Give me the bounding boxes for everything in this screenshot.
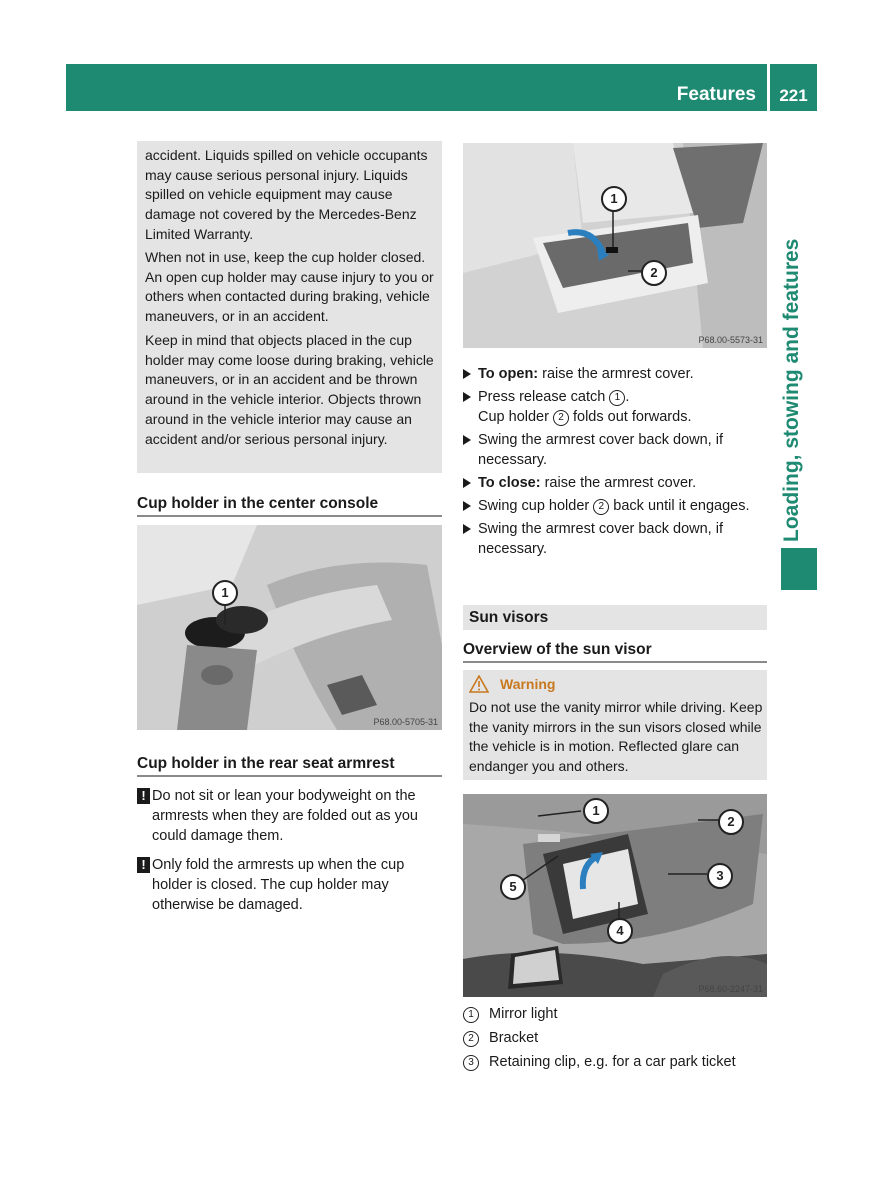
notice-text: Only fold the armrests up when the cup holder is closed. The cup holder may otherwise be damaged. xyxy=(152,857,405,913)
heading-cup-holder-center: Cup holder in the center console xyxy=(137,495,379,512)
instruction-step xyxy=(463,387,773,427)
photo-code: P68.60-2247-31 xyxy=(698,984,763,994)
side-tab-label: Loading, stowing and features xyxy=(780,238,803,542)
legend-list xyxy=(463,1004,783,1076)
legend-item xyxy=(463,1052,783,1072)
instruction-step xyxy=(463,430,773,470)
callout-1: 1 xyxy=(212,580,238,606)
callout-2: 2 xyxy=(718,809,744,835)
instruction-step xyxy=(463,473,773,493)
bullet-triangle-icon xyxy=(463,478,471,488)
side-tab-marker xyxy=(781,548,817,590)
legend-item xyxy=(463,1004,783,1024)
step-text: raise the armrest cover. xyxy=(538,366,694,382)
step-text: Swing the armrest cover back down, if necessary. xyxy=(478,432,723,468)
legend-number: 3 xyxy=(463,1055,479,1071)
callout-5: 5 xyxy=(500,874,526,900)
photo-code: P68.00-5705-31 xyxy=(373,717,438,727)
legend-number: 2 xyxy=(463,1031,479,1047)
bullet-triangle-icon xyxy=(463,435,471,445)
callout-1: 1 xyxy=(601,186,627,212)
photo-sun-visor xyxy=(463,794,767,997)
notice-item xyxy=(137,786,445,846)
instruction-step xyxy=(463,519,773,559)
photo-rear-armrest xyxy=(463,143,767,348)
legend-label: Retaining clip, e.g. for a car park ticket xyxy=(489,1054,736,1070)
step-text: Swing cup holder xyxy=(478,498,594,514)
legend-item xyxy=(463,1028,783,1048)
bullet-triangle-icon xyxy=(463,524,471,534)
header-bar xyxy=(66,64,767,111)
step-text: . xyxy=(625,389,630,405)
legend-number: 1 xyxy=(463,1007,479,1023)
heading-cup-holder-rear: Cup holder in the rear seat armrest xyxy=(137,755,395,772)
notice-list xyxy=(137,786,445,924)
bullet-triangle-icon xyxy=(463,501,471,511)
notice-icon: ! xyxy=(137,788,150,804)
photo-code: P68.00-5573-31 xyxy=(698,335,763,345)
notice-text: Do not sit or lean your bodyweight on the armrests when they are folded out as you could damage them. xyxy=(152,788,418,844)
notice-item xyxy=(137,855,445,915)
bullet-triangle-icon xyxy=(463,369,471,379)
callout-ref: 2 xyxy=(593,499,609,515)
legend-label: Mirror light xyxy=(489,1006,558,1022)
heading-overview-sun-visor: Overview of the sun visor xyxy=(463,641,652,658)
legend-label: Bracket xyxy=(489,1030,539,1046)
chapter-title: Features xyxy=(676,84,756,105)
step-text: back until it engages. xyxy=(609,498,750,514)
warning-paragraph: accident. Liquids spilled on vehicle occupants may cause serious personal injury. Liquids spilled on vehicle equipment may cause damage not covered by the Mercedes-Benz Limited Warranty. xyxy=(145,147,428,242)
warning-title: Warning xyxy=(500,676,556,692)
photo-center-console xyxy=(137,525,442,730)
step-text: folds out forwards. xyxy=(568,409,692,425)
heading-rule xyxy=(137,775,442,777)
callout-ref: 2 xyxy=(553,410,569,426)
heading-rule xyxy=(463,661,767,663)
rear-armrest-illustration xyxy=(463,143,767,348)
instruction-list xyxy=(463,364,773,562)
callout-4: 4 xyxy=(607,918,633,944)
heading-rule xyxy=(137,515,442,517)
step-text: raise the armrest cover. xyxy=(540,475,697,491)
section-title: Sun visors xyxy=(469,609,549,626)
warning-text: Do not use the vanity mirror while driving. Keep the vanity mirrors in the sun visors closed while the vehicle is in motion. Reflected glare can endanger you and others. xyxy=(469,699,763,775)
page-number: 221 xyxy=(779,86,808,105)
warning-triangle-icon xyxy=(469,675,489,693)
callout-3: 3 xyxy=(707,863,733,889)
instruction-step xyxy=(463,364,773,384)
callout-ref: 1 xyxy=(609,390,625,406)
bullet-triangle-icon xyxy=(463,392,471,402)
callout-2: 2 xyxy=(641,260,667,286)
warning-paragraph: Keep in mind that objects placed in the cup holder may come loose during braking, vehicle maneuvers, or in an accident and be thrown around in the vehicle interior. Objects thrown around in the vehicle interior may cause an accident and/or serious personal injury. xyxy=(145,332,434,447)
step-text: Press release catch xyxy=(478,389,610,405)
notice-icon: ! xyxy=(137,857,150,873)
step-text: Cup holder xyxy=(478,409,553,425)
callout-1: 1 xyxy=(583,798,609,824)
center-console-illustration xyxy=(137,525,442,730)
instruction-step xyxy=(463,496,773,516)
step-text: Swing the armrest cover back down, if necessary. xyxy=(478,521,723,557)
step-label: To close: xyxy=(478,475,541,491)
step-label: To open: xyxy=(478,366,539,382)
warning-paragraph: When not in use, keep the cup holder closed. An open cup holder may cause injury to you or others when contacted during braking, vehicle maneuvers, or in an accident. xyxy=(145,249,434,325)
